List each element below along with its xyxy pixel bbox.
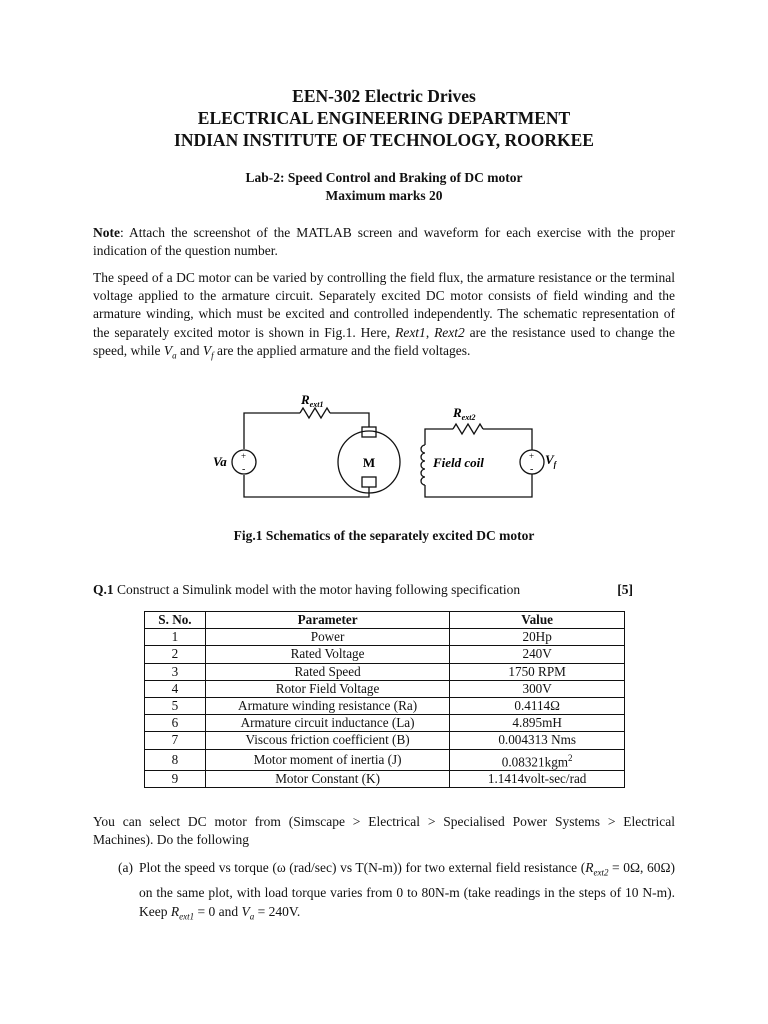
cell-sno: 2 [145, 646, 206, 663]
task-a-rext2: $R_{ext2}$ [585, 860, 609, 878]
cell-sno: 4 [145, 680, 206, 697]
cell-parameter: Armature circuit inductance (La) [205, 715, 449, 732]
dc-motor-schematic [200, 393, 570, 513]
cell-value: 20Hp [450, 629, 625, 646]
max-marks: Maximum marks 20 [325, 188, 443, 203]
cell-parameter: Power [205, 629, 449, 646]
cell-parameter: Viscous friction coefficient (B) [205, 732, 449, 749]
va-plus-sign: + [241, 451, 247, 461]
task-a [118, 858, 675, 926]
intro-and: and [176, 342, 203, 358]
cell-sno: 1 [145, 629, 206, 646]
cell-parameter: Rotor Field Voltage [205, 680, 449, 697]
cell-sno: 3 [145, 663, 206, 680]
intro-vf: V [202, 342, 212, 358]
cell-value-text: 0.08321kgm [501, 753, 569, 769]
motor-spec-table [144, 611, 625, 788]
cell-value: 4.895mH [450, 715, 625, 732]
field-wire-top-right [483, 429, 532, 450]
rext2-resistor [453, 424, 483, 434]
cell-value-superscript: 2 [568, 752, 573, 763]
bottom-brush [362, 477, 376, 487]
table-row [145, 770, 625, 787]
cell-value: 1.1414volt-sec/rad [450, 770, 625, 787]
table-row [145, 749, 625, 770]
task-a-va: $V_a$ [241, 903, 255, 922]
table-header-row [145, 612, 625, 629]
figure-caption: Fig.1 Schematics of the separately excited DC motor [233, 528, 535, 543]
intro-rext1: Rext1 [395, 324, 426, 340]
armature-wire-top-right [330, 413, 369, 427]
rext1-label: $R_{ext1}$ [301, 393, 324, 409]
cell-sno: 5 [145, 697, 206, 714]
q1-marks: [5] [617, 582, 633, 597]
vf-minus-sign: - [530, 464, 534, 475]
header-sno: S. No. [145, 612, 206, 629]
cell-value: 0.004313 Nms [450, 732, 625, 749]
cell-sno: 7 [145, 732, 206, 749]
task-a-rext1: $R_{ext1}$ [170, 903, 195, 922]
lab-title: Lab-2: Speed Control and Braking of DC motor [245, 170, 523, 185]
task-a-body [139, 858, 675, 926]
note-paragraph [93, 224, 675, 260]
rext2-label: $R_{ext2}$ [453, 405, 476, 422]
institute-title: INDIAN INSTITUTE OF TECHNOLOGY, ROORKEE [174, 130, 594, 150]
cell-value: 1750 RPM [450, 663, 625, 680]
cell-parameter: Armature winding resistance (Ra) [205, 697, 449, 714]
cell-parameter: Motor Constant (K) [205, 770, 449, 787]
header-parameter: Parameter [205, 612, 449, 629]
cell-value: 0.4114Ω [450, 697, 625, 714]
cell-sno: 9 [145, 770, 206, 787]
rext1-resistor [300, 408, 330, 418]
note-label: Note [93, 225, 120, 240]
task-a-text-2: = 0Ω, 60Ω) on the same plot, with load torque varies from 0 to 80N-m (take readings in the steps of 10 N-m). Keep [139, 860, 675, 919]
armature-wire-top-left [244, 413, 300, 449]
intro-text-1: The speed of a DC motor can be varied by controlling the field flux, the armature resistance or the terminal voltage applied to the armature circuit. Separately excited DC motor consists of field winding and the armature winding, which must be excited and controlled independently. The schematic representation of the separately excited motor is shown in Fig.1. Here, [93, 270, 675, 340]
table-row [145, 680, 625, 697]
va-label: Va [213, 454, 227, 469]
field-wire-top-left [425, 429, 453, 445]
cell-value: 300V [450, 680, 625, 697]
cell-sno: 6 [145, 715, 206, 732]
department-title: ELECTRICAL ENGINEERING DEPARTMENT [197, 108, 571, 128]
table-row [145, 697, 625, 714]
table-row [145, 629, 625, 646]
task-a-text-4: = 240V. [254, 903, 301, 919]
task-a-text-3: = 0 and [194, 903, 242, 919]
intro-text-2: are the resistance used to change the speed, while [93, 324, 675, 358]
motor-label: M [362, 455, 376, 470]
cell-value: 240V [450, 646, 625, 663]
field-wire-bottom [425, 474, 532, 497]
task-a-label: (a) [118, 860, 133, 875]
intro-sep: , [425, 324, 435, 340]
cell-parameter: Rated Voltage [205, 646, 449, 663]
cell-value [450, 749, 625, 770]
vf-plus-sign: + [529, 451, 535, 461]
intro-text-3: are the applied armature and the field voltages. [213, 342, 471, 358]
intro-rext2: Rext2 [434, 324, 465, 340]
q1-label: Q.1 [93, 582, 114, 597]
field-coil [421, 445, 425, 485]
cell-parameter: Rated Speed [205, 663, 449, 680]
cell-sno: 8 [145, 749, 206, 770]
field-coil-label: Field coil [433, 455, 484, 470]
selection-paragraph: You can select DC motor from (Simscape > Electrical > Specialised Power Systems > Electrical Machines). Do the following [93, 814, 675, 848]
intro-vf-sub: f [211, 350, 214, 361]
table-row [145, 715, 625, 732]
intro-va: V [163, 342, 173, 358]
intro-paragraph [93, 269, 675, 365]
note-text: : Attach the screenshot of the MATLAB screen and waveform for each exercise with the proper indication of the question number. [93, 225, 675, 259]
task-a-text-1: Plot the speed vs torque (ω (rad/sec) vs T(N-m)) for two external field resistance ( [139, 860, 586, 875]
q1-text: Construct a Simulink model with the motor having following specification [113, 582, 521, 597]
header-value: Value [450, 612, 625, 629]
intro-va-sub: a [172, 350, 177, 361]
table-row [145, 646, 625, 663]
table-row [145, 732, 625, 749]
question-1 [93, 582, 633, 598]
va-minus-sign: - [242, 464, 246, 475]
cell-parameter: Motor moment of inertia (J) [205, 749, 449, 770]
table-row [145, 663, 625, 680]
course-title: EEN-302 Electric Drives [292, 86, 476, 106]
vf-label: $V_f$ [545, 452, 557, 469]
